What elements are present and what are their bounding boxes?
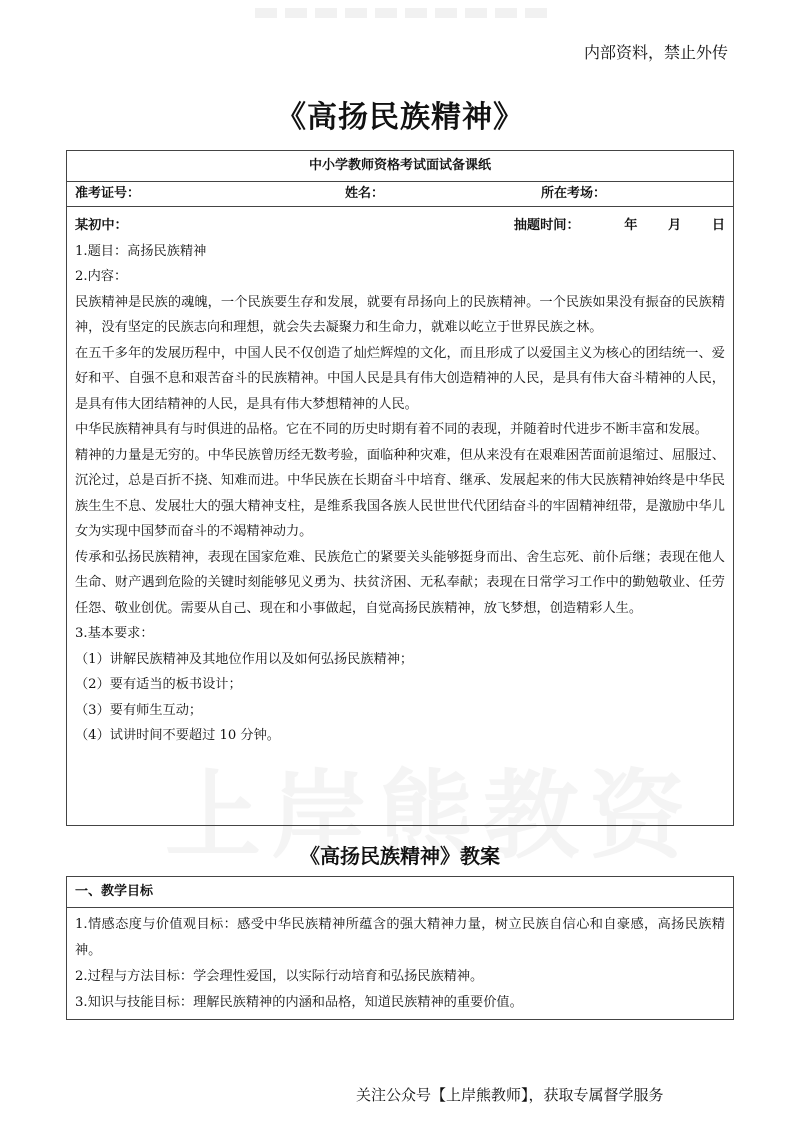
sheet-body <box>67 207 733 749</box>
confidential-notice: 内部资料，禁止外传 <box>583 43 728 62</box>
month-label: 月 <box>668 218 682 233</box>
requirement-item: （3）要有师生互动； <box>75 702 203 718</box>
goal-item: 2.过程与方法目标：学会理性爱国，以实际行动培育和弘扬民族精神。 <box>75 969 484 984</box>
requirement-item: （4）试讲时间不要超过 10 分钟。 <box>75 728 280 743</box>
content-paragraph: 在五千多年的发展历程中，中国人民不仅创造了灿烂辉煌的文化，而且形成了以爱国主义为核心的团结统一、爱好和平、自强不息和艰苦奋斗的民族精神。中国人民是具有伟大创造精神的人民，是具有伟大奋斗精神的人民，是具有伟大团结精神的人民，是具有伟大梦想精神的人民。 <box>75 345 725 412</box>
name-label: 姓名： <box>345 186 385 201</box>
content-paragraph: 中华民族精神具有与时俱进的品格。它在不同的历史时期有着不同的表现，并随着时代进步不断丰富和发展。 <box>75 422 708 437</box>
content-paragraph: 精神的力量是无穷的。中华民族曾历经无数考验，面临种种灾难，但从来没有在艰难困苦面前退缩过、屈服过、沉沦过，总是百折不挠、知难而进。中华民族在长期奋斗中培育、继承、发展起来的伟大民族精神始终是中华民族生生不息、发展壮大的强大精神支柱，是维系我国各族人民世世代代团结奋斗的牢固精神纽带，是激励中华儿女为实现中国梦而奋斗的不竭精神动力。 <box>75 447 725 539</box>
lesson-plan-title: 《高扬民族精神》教案 <box>300 844 500 868</box>
content-label: 2.内容： <box>75 269 128 284</box>
footer-promo: 关注公众号【上岸熊教师】，获取专属督学服务 <box>356 1086 664 1104</box>
faint-header-artifact <box>255 8 555 18</box>
sheet-header: 中小学教师资格考试面试备课纸 <box>67 151 733 182</box>
goal-item: 1.情感态度与价值观目标：感受中华民族精神所蕴含的强大精神力量，树立民族自信心和自豪感，高扬民族精神。 <box>75 917 725 958</box>
content-paragraph: 民族精神是民族的魂魄，一个民族要生存和发展，就要有昂扬向上的民族精神。一个民族如果没有振奋的民族精神，没有坚定的民族志向和理想，就会失去凝聚力和生命力，就难以屹立于世界民族之林。 <box>75 294 725 335</box>
requirements-label: 3.基本要求： <box>75 626 154 641</box>
school-line <box>75 213 725 239</box>
content-paragraph: 传承和弘扬民族精神，表现在国家危难、民族危亡的紧要关头能够挺身而出、舍生忘死、前仆后继；表现在他人生命、财产遇到危险的关键时刻能够见义勇为、扶贫济困、无私奉献；表现在日常学习工作中的勤勉敬业、任劳任怨、敬业创优。需要从自己、现在和小事做起，自觉高扬民族精神，放飞梦想，创造精彩人生。 <box>75 549 725 616</box>
requirement-item: （2）要有适当的板书设计； <box>75 677 242 692</box>
topic-line: 1.题目：高扬民族精神 <box>75 243 207 259</box>
day-label: 日 <box>711 218 725 233</box>
school-label: 某初中： <box>75 218 128 233</box>
year-label: 年 <box>624 218 638 233</box>
exam-prep-sheet <box>66 150 734 826</box>
candidate-info-row <box>67 182 733 207</box>
draw-time-label: 抽题时间： <box>513 218 580 233</box>
draw-time <box>514 213 725 239</box>
page-title: 《高扬民族精神》 <box>276 100 524 135</box>
location-label: 所在考场： <box>541 186 607 201</box>
requirement-item: （1）讲解民族精神及其地位作用以及如何弘扬民族精神； <box>75 651 414 667</box>
teaching-goals-body <box>67 908 733 1020</box>
lesson-plan-box <box>66 876 734 1020</box>
exam-id-label: 准考证号： <box>75 186 141 201</box>
teaching-goals-heading: 一、教学目标 <box>67 877 733 908</box>
goal-item: 3.知识与技能目标：理解民族精神的内涵和品格，知道民族精神的重要价值。 <box>75 995 523 1010</box>
